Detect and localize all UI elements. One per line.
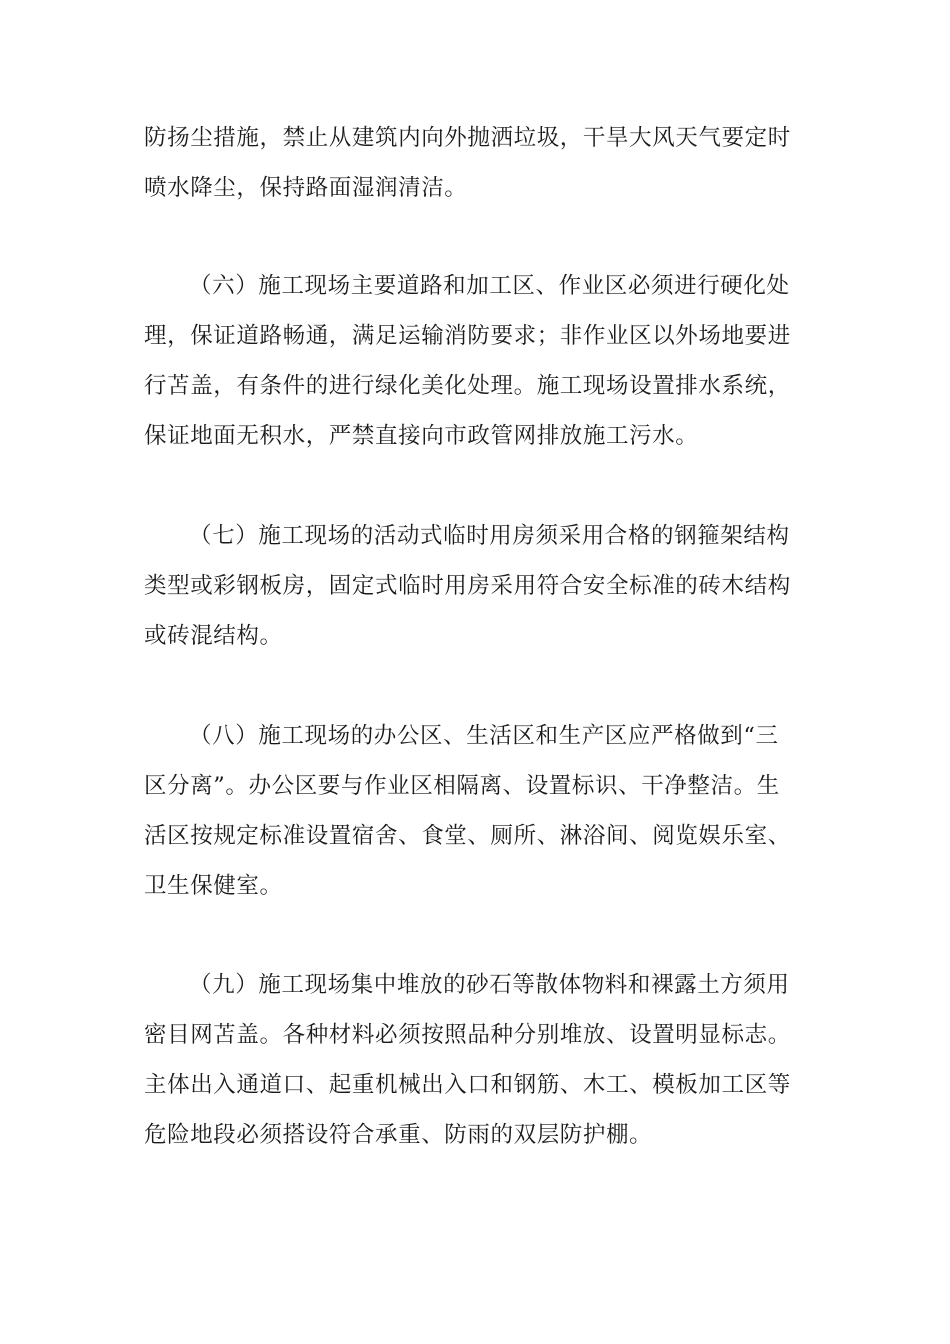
text-line: 区分离”。办公区要与作业区相隔离、设置标识、干净整洁。生 [144,773,780,799]
text-line: 或砖混结构。 [144,623,283,649]
paragraph-item-7-temporary-housing [144,511,810,661]
text-line: 活区按规定标准设置宿舍、食堂、厕所、淋浴间、阅览娱乐室、 [144,823,791,849]
paragraph-item-9-material-storage [144,960,810,1160]
text-line: （九）施工现场集中堆放的砂石等散体物料和裸露土方须用 [189,972,790,998]
text-line: 喷水降尘，保持路面湿润清洁。 [144,175,468,201]
text-line: （八）施工现场的办公区、生活区和生产区应严格做到“三 [189,723,779,749]
text-line: 行苫盖，有条件的进行绿化美化处理。施工现场设置排水系统， [144,373,791,399]
paragraph-dust-control-continued [144,113,810,213]
text-line: （六）施工现场主要道路和加工区、作业区必须进行硬化处 [189,273,790,299]
text-line: 保证地面无积水，严禁直接向市政管网排放施工污水。 [144,423,699,449]
paragraph-item-8-area-separation [144,711,810,911]
text-line: 主体出入通道口、起重机械出入口和钢筋、木工、模板加工区等 [144,1072,791,1098]
text-line: 卫生保健室。 [144,873,283,899]
text-line: 危险地段必须搭设符合承重、防雨的双层防护棚。 [144,1122,653,1148]
text-line: 理，保证道路畅通，满足运输消防要求；非作业区以外场地要进 [144,323,791,349]
text-line: 类型或彩钢板房，固定式临时用房采用符合安全标准的砖木结构 [144,573,791,599]
text-line: 防扬尘措施，禁止从建筑内向外抛洒垃圾，干旱大风天气要定时 [144,125,791,151]
text-line: （七）施工现场的活动式临时用房须采用合格的钢箍架结构 [189,523,790,549]
text-line: 密目网苫盖。各种材料必须按照品种分别堆放、设置明显标志。 [144,1022,791,1048]
paragraph-item-6-road-hardening [144,261,810,461]
